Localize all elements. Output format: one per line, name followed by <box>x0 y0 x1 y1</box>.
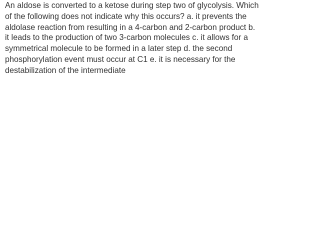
option-e: e. it is necessary for the destabilization of the intermediate <box>5 54 236 75</box>
question-stem: An aldose is converted to a ketose during step two of glycolysis. Which of the following does not indicate why this occurs? <box>5 1 259 21</box>
option-d: d. the second phosphorylation event must occur at C1 <box>5 44 233 64</box>
option-b: b. it leads to the production of two 3-carbon molecules <box>5 22 256 43</box>
question-card <box>0 0 261 88</box>
option-c: c. it allows for a symmetrical molecule to be formed in a later step <box>5 33 248 54</box>
option-a: a. it prevents the aldolase reaction from resulting in a 4-carbon and 2-carbon product <box>5 11 247 32</box>
question-text <box>5 1 259 77</box>
